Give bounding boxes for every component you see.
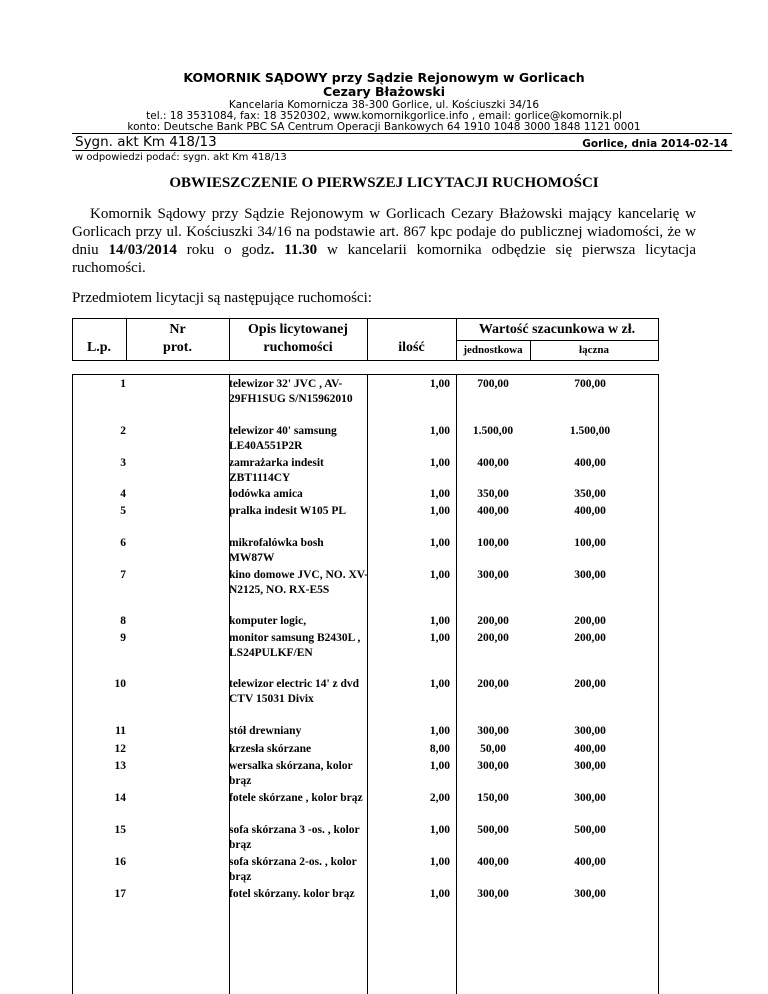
- document-title: OBWIESZCZENIE O PIERWSZEJ LICYTACJI RUCHOMOŚCI: [169, 175, 599, 191]
- row-description: sofa skórzana 2-os. , kolor brąz: [229, 856, 357, 883]
- row-quantity: 1,00: [429, 888, 450, 900]
- row-total-value: 300,00: [574, 725, 606, 737]
- col-wartosc: Wartość szacunkowa w zł.: [478, 322, 636, 337]
- row-quantity: 1,00: [429, 537, 450, 549]
- row-lp: 14: [114, 792, 126, 804]
- row-unit-value: 100,00: [477, 537, 509, 549]
- document-date: Gorlice, dnia 2014-02-14: [582, 138, 728, 150]
- announcement-paragraph: Komornik Sądowy przy Sądzie Rejonowym w Gorlicach Cezary Błażowski mający kancelarię w Gorlicach przy ul. Kościuszki 34/16 na podstawie art. 867 kpc podaje do publicznej wiadomości, że w dniu 14/03/2014 roku o godz. 11.30 w kancelarii komornika odbędzie się pierwsza licytacja ruchomości.: [72, 206, 696, 276]
- row-quantity: 1,00: [429, 824, 450, 836]
- auction-date: 14/03/2014: [108, 242, 177, 258]
- row-total-value: 400,00: [574, 505, 606, 517]
- row-total-value: 300,00: [574, 888, 606, 900]
- row-quantity: 1,00: [429, 632, 450, 644]
- row-total-value: 500,00: [574, 824, 606, 836]
- col-lp: L.p.: [86, 340, 112, 355]
- row-total-value: 300,00: [574, 569, 606, 581]
- row-description: sofa skórzana 3 -os. , kolor brąz: [229, 824, 360, 851]
- row-quantity: 1,00: [429, 505, 450, 517]
- row-total-value: 300,00: [574, 792, 606, 804]
- row-lp: 12: [114, 743, 126, 755]
- row-quantity: 1,00: [429, 425, 450, 437]
- row-lp: 3: [120, 457, 126, 469]
- col-prot: prot.: [163, 340, 192, 355]
- row-quantity: 1,00: [429, 760, 450, 772]
- row-lp: 6: [120, 537, 126, 549]
- row-description: pralka indesit W105 PL: [229, 505, 347, 517]
- row-quantity: 8,00: [429, 743, 450, 755]
- row-description: wersalka skórzana, kolor brąz: [229, 760, 353, 787]
- row-quantity: 1,00: [429, 856, 450, 868]
- row-quantity: 1,00: [429, 725, 450, 737]
- row-lp: 11: [115, 725, 126, 737]
- office-address: Kancelaria Komornicza 38-300 Gorlice, ul. Kościuszki 34/16: [228, 99, 540, 111]
- row-description: fotele skórzane , kolor brąz: [229, 792, 363, 804]
- row-lp: 8: [120, 615, 126, 627]
- row-unit-value: 300,00: [477, 569, 509, 581]
- row-total-value: 300,00: [574, 760, 606, 772]
- row-total-value: 700,00: [574, 378, 606, 390]
- row-description: kino domowe JVC, NO. XV-N2125, NO. RX-E5S: [229, 569, 369, 596]
- row-quantity: 1,00: [429, 488, 450, 500]
- col-ilosc: ilość: [398, 340, 425, 355]
- row-lp: 5: [120, 505, 126, 517]
- row-unit-value: 400,00: [477, 457, 509, 469]
- row-unit-value: 300,00: [477, 760, 509, 772]
- row-total-value: 400,00: [574, 743, 606, 755]
- row-lp: 7: [120, 569, 126, 581]
- row-description: telewizor 32' JVC , AV-29FH1SUG S/N15962010: [229, 378, 353, 405]
- row-description: telewizor electric 14' z dvd CTV 15031 Divix: [229, 678, 360, 705]
- auction-time: . 11.30: [270, 242, 318, 258]
- row-lp: 2: [120, 425, 126, 437]
- row-unit-value: 150,00: [477, 792, 509, 804]
- row-quantity: 1,00: [429, 615, 450, 627]
- bank-account: konto: Deutsche Bank PBC SA Centrum Operacji Bankowych 64 1910 1048 3000 1848 1121 0001: [127, 121, 641, 133]
- row-unit-value: 50,00: [480, 743, 506, 755]
- row-quantity: 1,00: [429, 378, 450, 390]
- row-lp: 17: [114, 888, 126, 900]
- col-nr: Nr: [169, 322, 186, 337]
- row-unit-value: 400,00: [477, 505, 509, 517]
- row-description: monitor samsung B2430L , LS24PULKF/EN: [229, 632, 361, 659]
- col-opis: Opis licytowanej: [248, 322, 348, 337]
- row-description: lodówka amica: [229, 488, 303, 500]
- row-total-value: 1.500,00: [569, 425, 611, 437]
- row-total-value: 350,00: [574, 488, 606, 500]
- signature-divider: [72, 150, 732, 151]
- row-unit-value: 200,00: [477, 615, 509, 627]
- row-unit-value: 1.500,00: [472, 425, 514, 437]
- row-unit-value: 400,00: [477, 856, 509, 868]
- col-jednostkowa: jednostkowa: [463, 344, 523, 356]
- row-quantity: 1,00: [429, 569, 450, 581]
- row-unit-value: 700,00: [477, 378, 509, 390]
- row-description: komputer logic,: [229, 615, 307, 627]
- row-description: mikrofalówka bosh MW87W: [229, 537, 324, 564]
- row-total-value: 200,00: [574, 615, 606, 627]
- row-description: krzesła skórzane: [229, 743, 312, 755]
- row-lp: 15: [114, 824, 126, 836]
- row-lp: 9: [120, 632, 126, 644]
- row-quantity: 1,00: [429, 678, 450, 690]
- office-name: KOMORNIK SĄDOWY przy Sądzie Rejonowym w Gorlicach: [183, 70, 585, 85]
- row-total-value: 100,00: [574, 537, 606, 549]
- row-quantity: 2,00: [429, 792, 450, 804]
- row-unit-value: 300,00: [477, 888, 509, 900]
- row-unit-value: 500,00: [477, 824, 509, 836]
- row-total-value: 400,00: [574, 856, 606, 868]
- row-description: zamrażarka indesit ZBT1114CY: [229, 457, 324, 484]
- row-lp: 4: [120, 488, 126, 500]
- case-signature: Sygn. akt Km 418/13: [75, 134, 217, 150]
- row-total-value: 200,00: [574, 632, 606, 644]
- row-unit-value: 300,00: [477, 725, 509, 737]
- bailiff-name: Cezary Błażowski: [322, 84, 446, 99]
- reply-note: w odpowiedzi podać: sygn. akt Km 418/13: [75, 152, 287, 163]
- col-laczna: łączna: [579, 344, 609, 356]
- row-lp: 16: [114, 856, 126, 868]
- row-total-value: 400,00: [574, 457, 606, 469]
- row-description: telewizor 40' samsung LE40A551P2R: [229, 425, 337, 452]
- items-intro: Przedmiotem licytacji są następujące ruchomości:: [72, 290, 372, 306]
- row-lp: 13: [114, 760, 126, 772]
- row-lp: 1: [120, 378, 126, 390]
- office-contact: tel.: 18 3531084, fax: 18 3520302, www.komornikgorlice.info , email: gorlice@komornik.pl: [146, 110, 622, 122]
- row-total-value: 200,00: [574, 678, 606, 690]
- row-description: fotel skórzany. kolor brąz: [229, 888, 355, 900]
- row-unit-value: 200,00: [477, 632, 509, 644]
- row-unit-value: 350,00: [477, 488, 509, 500]
- row-unit-value: 200,00: [477, 678, 509, 690]
- row-quantity: 1,00: [429, 457, 450, 469]
- col-ruchomosci: ruchomości: [263, 340, 333, 355]
- row-lp: 10: [114, 678, 126, 690]
- row-description: stół drewniany: [229, 725, 302, 737]
